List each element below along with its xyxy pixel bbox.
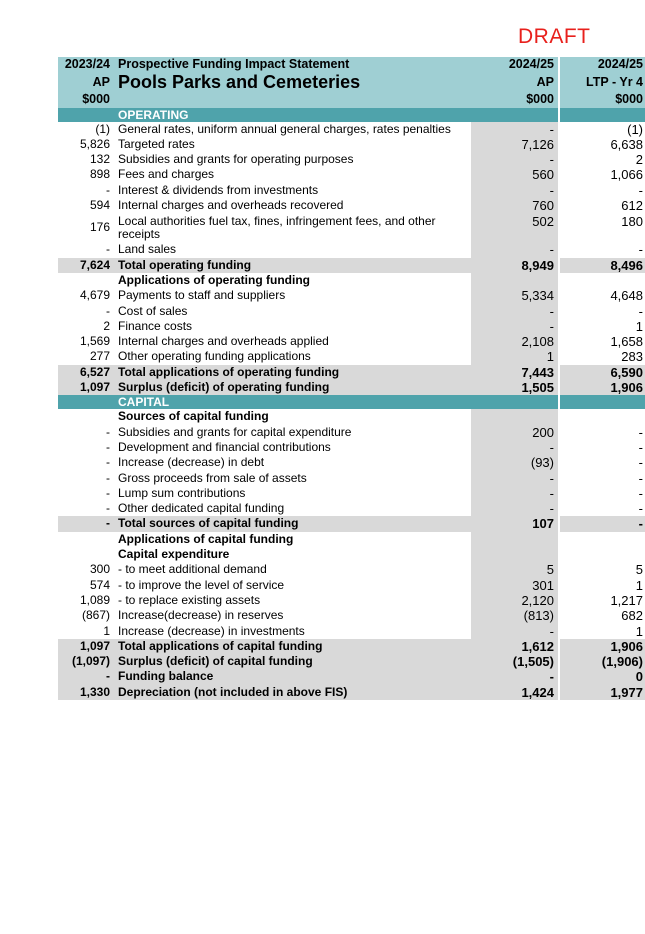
funding-impact-statement-table bbox=[58, 57, 645, 700]
col1-type: AP bbox=[58, 72, 114, 92]
subheading-row: Capital expenditure bbox=[58, 547, 645, 562]
total-row: 1,330 Depreciation (not included in above FIS) 1,424 1,977 bbox=[58, 685, 645, 700]
statement-title: Prospective Funding Impact Statement bbox=[114, 57, 471, 72]
table-row: 277 Other operating funding applications 1 283 bbox=[89, 349, 643, 365]
activity-title: Pools Parks and Cemeteries bbox=[114, 72, 471, 92]
col4-unit: $000 bbox=[560, 92, 645, 107]
header-row-year bbox=[58, 57, 645, 72]
total-row: (1,097) Surplus (deficit) of capital funding (1,505) (1,906) bbox=[58, 654, 645, 669]
total-row: 7,624 Total operating funding 8,949 8,496 bbox=[58, 258, 645, 273]
header-row-unit bbox=[58, 92, 645, 107]
table-row: 1,089 - to replace existing assets 2,120 1,217 bbox=[79, 592, 643, 608]
table-row: - Interest & dividends from investments - - bbox=[106, 182, 643, 198]
subheading-row: Applications of capital funding bbox=[58, 532, 645, 547]
table-row: (867) Increase(decrease) in reserves (813) 682 bbox=[81, 608, 643, 624]
total-row: 6,527 Total applications of operating funding 7,443 6,590 bbox=[58, 365, 645, 380]
section-capital bbox=[58, 395, 645, 409]
section-label: CAPITAL bbox=[114, 395, 471, 409]
table-row: - Other dedicated capital funding - - bbox=[106, 501, 643, 517]
table-row: - Land sales - - bbox=[106, 242, 643, 258]
table-row: 898 Fees and charges 560 1,066 bbox=[89, 167, 643, 183]
table-row: 2 Finance costs - 1 bbox=[103, 318, 643, 334]
table-row: 132 Subsidies and grants for operating purposes - 2 bbox=[89, 152, 643, 168]
total-row: 1,097 Total applications of capital funding 1,612 1,906 bbox=[58, 639, 645, 654]
total-row: - Funding balance - 0 bbox=[58, 669, 645, 684]
table-row: (1) General rates, uniform annual general charges, rates penalties - (1) bbox=[95, 121, 643, 137]
table-row: - Development and financial contributions - - bbox=[106, 439, 643, 455]
table-row: 176 Local authorities fuel tax, fines, infringement fees, and other receipts 502 180 bbox=[89, 213, 643, 241]
section-label: OPERATING bbox=[114, 108, 471, 122]
header-row-type bbox=[58, 72, 645, 92]
col3-year: 2024/25 bbox=[471, 57, 558, 72]
table-row: 4,679 Payments to staff and suppliers 5,334 4,648 bbox=[79, 288, 643, 304]
table-row: - Subsidies and grants for capital expenditure 200 - bbox=[106, 424, 643, 440]
subheading-row: Sources of capital funding bbox=[58, 409, 645, 424]
table-row: 1 Increase (decrease) in investments - 1 bbox=[103, 623, 643, 639]
table-row: 594 Internal charges and overheads recovered 760 612 bbox=[89, 198, 643, 214]
table-row: - Gross proceeds from sale of assets - - bbox=[106, 470, 643, 486]
col4-year: 2024/25 bbox=[560, 57, 645, 72]
table-row: 5,826 Targeted rates 7,126 6,638 bbox=[79, 136, 643, 152]
col1-unit: $000 bbox=[58, 92, 114, 107]
table-row: - Increase (decrease) in debt (93) - bbox=[106, 455, 643, 471]
table-row: 574 - to improve the level of service 301 1 bbox=[89, 577, 643, 593]
col1-year: 2023/24 bbox=[58, 57, 114, 72]
col4-type: LTP - Yr 4 bbox=[560, 72, 645, 92]
draft-watermark: DRAFT bbox=[518, 25, 591, 48]
total-row: 1,097 Surplus (deficit) of operating funding 1,505 1,906 bbox=[58, 380, 645, 395]
table-row: - Cost of sales - - bbox=[106, 303, 643, 319]
col3-unit: $000 bbox=[471, 92, 558, 107]
total-row: - Total sources of capital funding 107 - bbox=[58, 516, 645, 531]
col3-type: AP bbox=[471, 72, 558, 92]
table-row: 1,569 Internal charges and overheads applied 2,108 1,658 bbox=[79, 334, 643, 350]
subheading-row: Applications of operating funding bbox=[58, 273, 645, 288]
table-row: - Lump sum contributions - - bbox=[106, 485, 643, 501]
table-row: 300 - to meet additional demand 5 5 bbox=[89, 562, 643, 578]
section-operating bbox=[58, 108, 645, 122]
